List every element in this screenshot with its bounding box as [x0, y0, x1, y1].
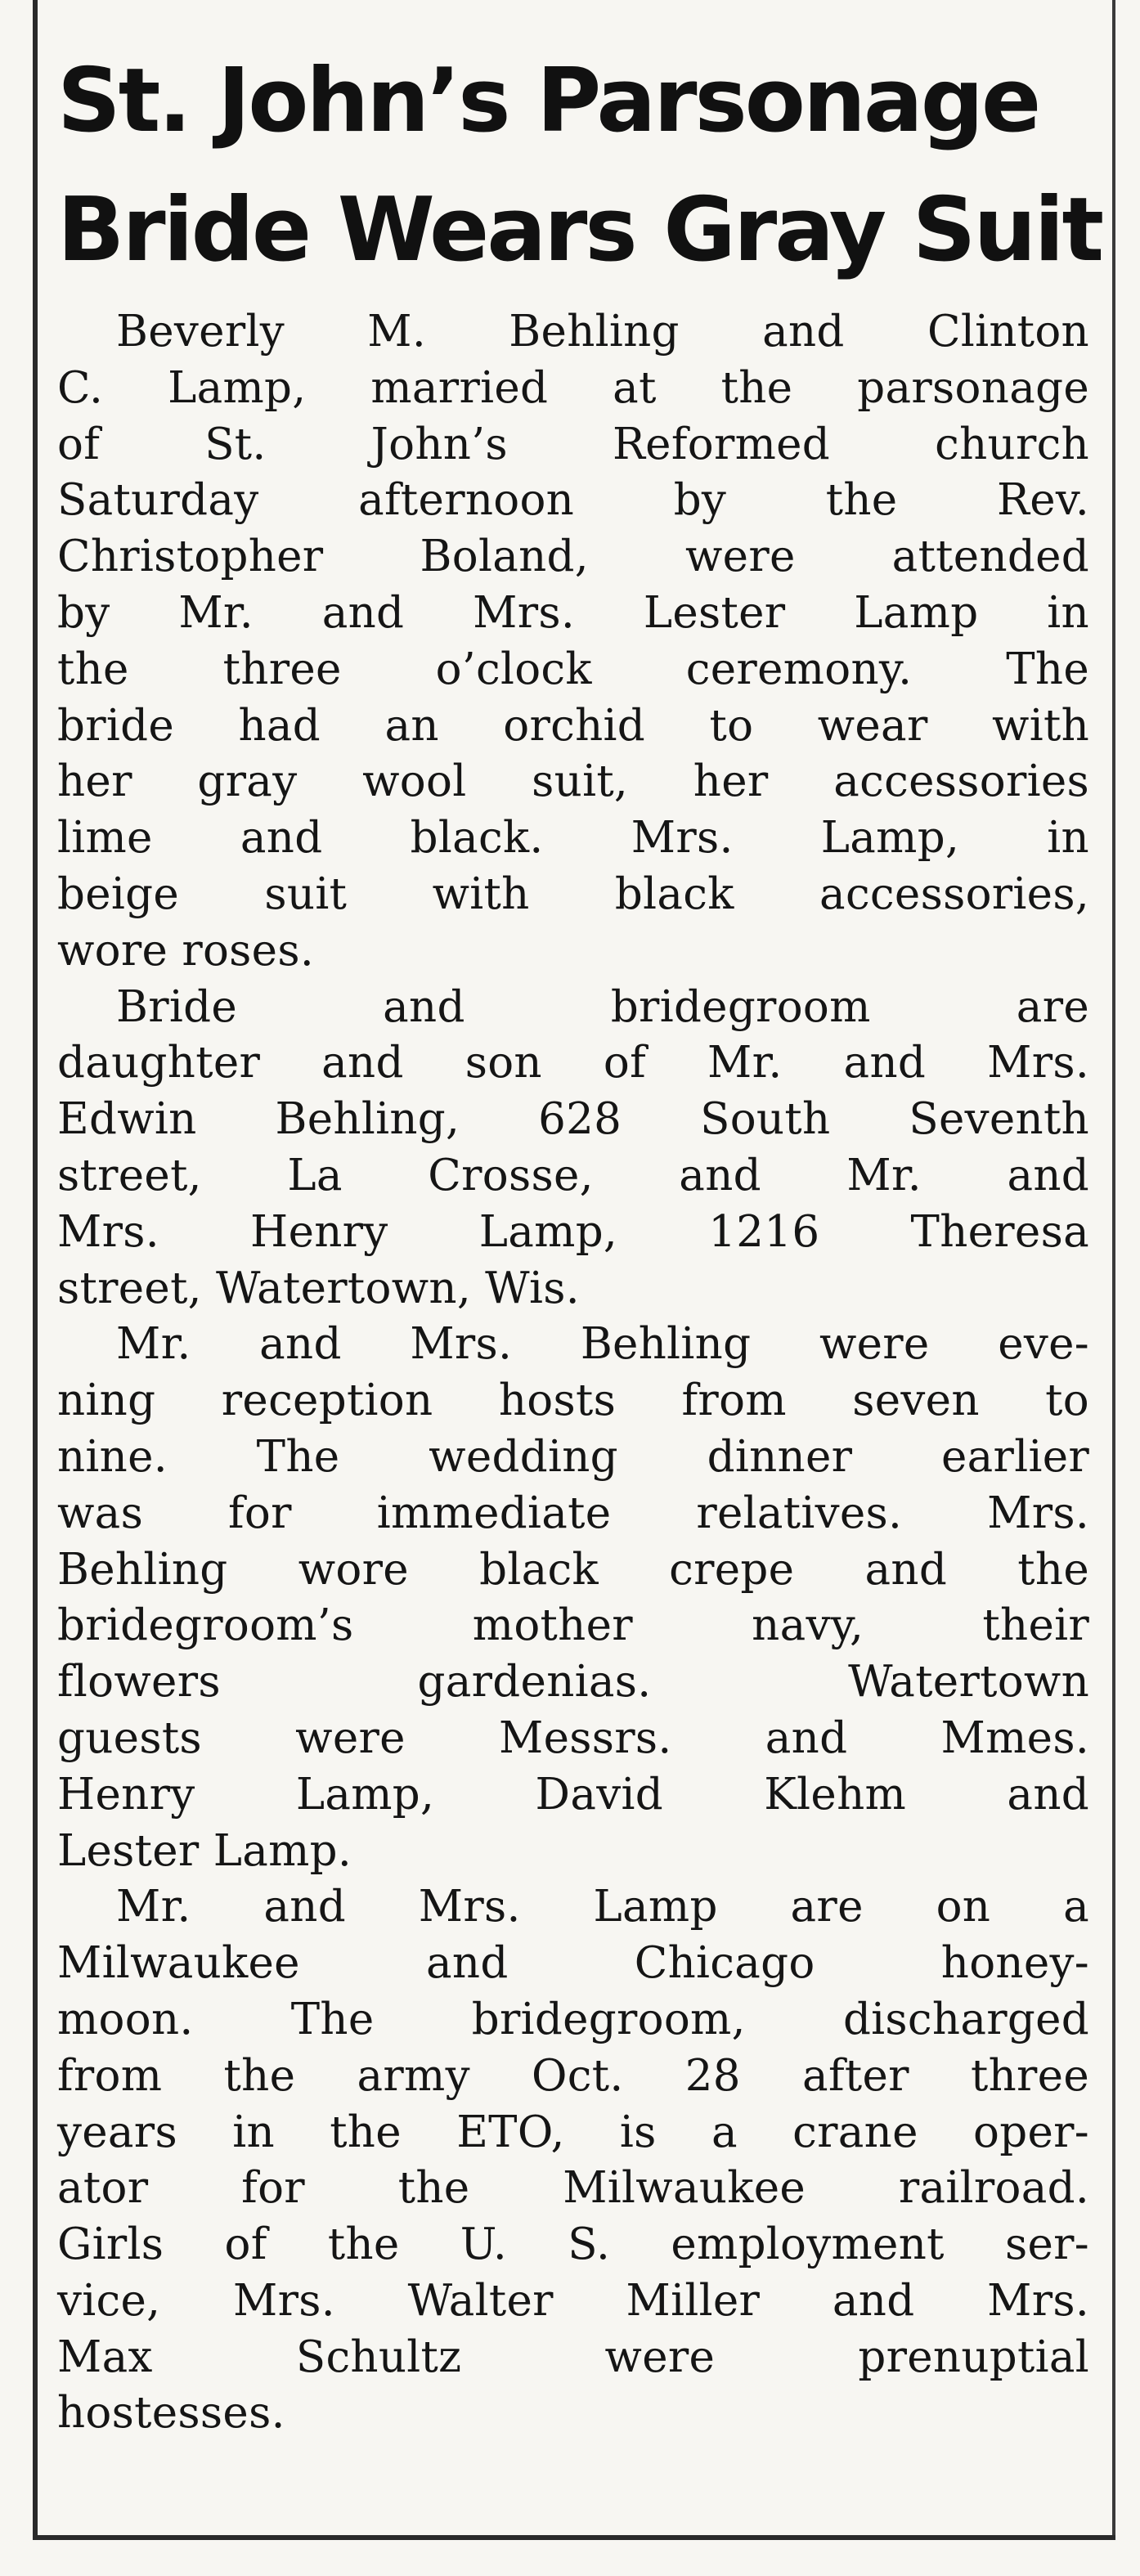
paragraph-3 [57, 1317, 1089, 1879]
text-line: Beverly M. Behling and Clinton [116, 307, 1089, 357]
bottom-rule [33, 2535, 1115, 2540]
text-line: Girls of the U. S. employment ser- [57, 2219, 1089, 2270]
text-line: Milwaukee and Chicago honey- [57, 1938, 1089, 1989]
paragraph-4 [57, 1879, 1089, 2442]
text-line: Henry Lamp, David Klehm and [57, 1769, 1089, 1820]
text-line: years in the ETO, is a crane oper- [57, 2107, 1089, 2157]
text-line: nine. The wedding dinner earlier [57, 1431, 1089, 1482]
text-line: Saturday afternoon by the Rev. [57, 475, 1089, 526]
text-line: Christopher Boland, were attended [57, 532, 1089, 582]
text-line: flowers gardenias. Watertown [57, 1657, 1089, 1708]
text-line: guests were Messrs. and Mmes. [57, 1712, 1089, 1763]
text-line: her gray wool suit, her accessories [57, 756, 1089, 807]
text-line: Bride and bridegroom are [116, 981, 1089, 1032]
headline-line-1: St. John’s Parsonage [57, 50, 1039, 152]
text-line: hostesses. [57, 2388, 285, 2439]
text-line: Behling wore black crepe and the [57, 1544, 1089, 1595]
text-line: vice, Mrs. Walter Miller and Mrs. [57, 2275, 1089, 2326]
text-line: Max Schultz were prenuptial [57, 2331, 1089, 2382]
article-body [57, 304, 1089, 2442]
text-line: beige suit with black accessories, [57, 868, 1089, 919]
paragraph-2 [57, 980, 1089, 1317]
text-line: daughter and son of Mr. and Mrs. [57, 1038, 1089, 1088]
headline-line-2: Bride Wears Gray Suit [57, 179, 1102, 281]
headline [57, 37, 1102, 295]
text-line: Mrs. Henry Lamp, 1216 Theresa [57, 1206, 1089, 1257]
text-line: Edwin Behling, 628 South Seventh [57, 1094, 1089, 1145]
text-line: lime and black. Mrs. Lamp, in [57, 813, 1089, 864]
right-column-rule [1112, 0, 1115, 2535]
text-line: ator for the Milwaukee railroad. [57, 2163, 1089, 2214]
left-column-rule [33, 0, 38, 2535]
text-line: bridegroom’s mother navy, their [57, 1600, 1089, 1651]
text-line: was for immediate relatives. Mrs. [57, 1488, 1089, 1538]
text-line: ning reception hosts from seven to [57, 1376, 1089, 1426]
text-line: from the army Oct. 28 after three [57, 2050, 1089, 2101]
text-line: street, La Crosse, and Mr. and [57, 1150, 1089, 1200]
text-line: Lester Lamp. [57, 1825, 352, 1876]
text-line: bride had an orchid to wear with [57, 700, 1089, 751]
paragraph-1 [57, 304, 1089, 980]
text-line: wore roses. [57, 925, 314, 976]
text-line: C. Lamp, married at the parsonage [57, 362, 1089, 413]
text-line: of St. John’s Reformed church [57, 419, 1089, 469]
text-line: Mr. and Mrs. Lamp are on a [116, 1882, 1089, 1932]
text-line: by Mr. and Mrs. Lester Lamp in [57, 587, 1089, 638]
text-line: the three o’clock ceremony. The [57, 644, 1089, 694]
text-line: moon. The bridegroom, discharged [57, 1994, 1089, 2044]
text-line: Mr. and Mrs. Behling were eve- [116, 1319, 1089, 1370]
text-line: street, Watertown, Wis. [57, 1263, 580, 1313]
